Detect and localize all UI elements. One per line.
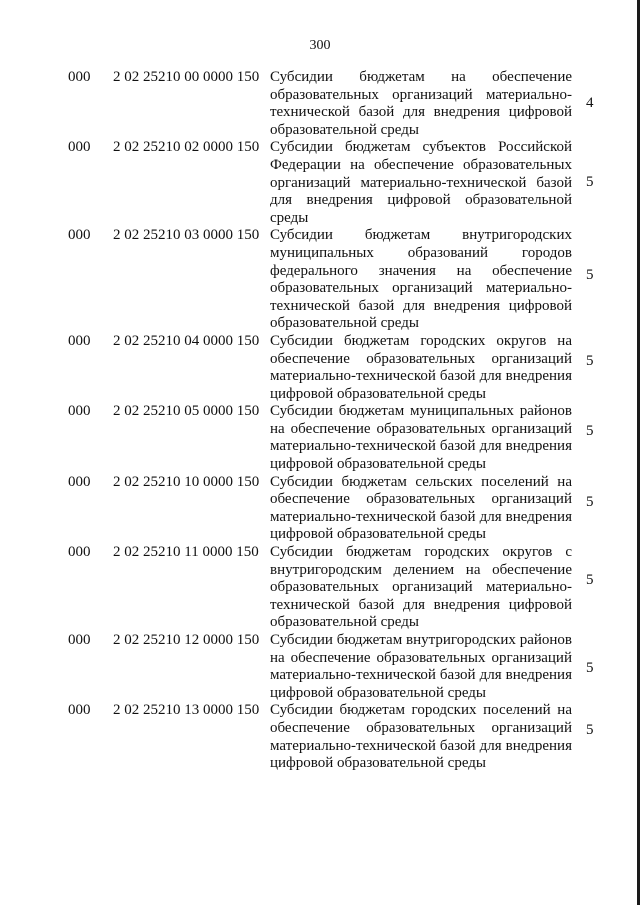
value: 5 [586, 352, 594, 369]
budget-code-table [0, 69, 640, 773]
value: 5 [586, 660, 594, 676]
value: 5 [586, 423, 594, 440]
value: 5 [586, 722, 594, 739]
value: 5 [586, 572, 594, 589]
classification-code: 2 02 25210 04 0000 150 [113, 332, 260, 349]
value: 5 [586, 493, 594, 510]
table-row [0, 702, 640, 772]
table-row [0, 69, 640, 139]
admin-code: 000 [68, 227, 91, 244]
table-row [0, 227, 640, 333]
description: Субсидии бюджетам внутригородских районов на обеспечение образовательных организаций материально-технической базой для внедрения цифровой образовательной среды [270, 632, 572, 701]
admin-code: 000 [68, 403, 91, 420]
table-row [0, 544, 640, 632]
table-row [0, 333, 640, 403]
admin-code: 000 [68, 473, 91, 490]
classification-code: 2 02 25210 13 0000 150 [113, 702, 260, 719]
classification-code: 2 02 25210 12 0000 150 [113, 632, 260, 648]
classification-code: 2 02 25210 03 0000 150 [113, 227, 260, 244]
description: Субсидии бюджетам городских округов с внутригородским делением на обеспечение образовательных организаций материально-технической базой для внедрения цифровой образовательной среды [270, 544, 572, 631]
table-row [0, 139, 640, 227]
classification-code: 2 02 25210 00 0000 150 [113, 69, 260, 85]
description: Субсидии бюджетам городских поселений на обеспечение образовательных организаций материально-технической базой для внедрения цифровой образовательной среды [270, 702, 572, 772]
classification-code: 2 02 25210 10 0000 150 [113, 473, 260, 490]
page-number: 300 [309, 38, 331, 53]
admin-code: 000 [68, 139, 91, 156]
description: Субсидии бюджетам муниципальных районов на обеспечение образовательных организаций материально-технической базой для внедрения цифровой образовательной среды [270, 403, 572, 473]
description: Субсидии бюджетам сельских поселений на обеспечение образовательных организаций материально-технической базой для внедрения цифровой образовательной среды [270, 473, 572, 543]
admin-code: 000 [68, 632, 91, 648]
description: Субсидии бюджетам внутригородских муниципальных образований городов федерального значения на обеспечение образовательных организаций материально-технической базой для внедрения цифровой образовательной среды [270, 227, 572, 332]
admin-code: 000 [68, 332, 91, 349]
description: Субсидии бюджетам субъектов Российской Федерации на обеспечение образовательных организаций материально-технической базой для внедрения цифровой образовательной среды [270, 139, 572, 226]
value: 4 [586, 95, 594, 111]
admin-code: 000 [68, 69, 91, 85]
table-row [0, 632, 640, 702]
classification-code: 2 02 25210 05 0000 150 [113, 403, 260, 420]
classification-code: 2 02 25210 02 0000 150 [113, 139, 260, 156]
value: 5 [586, 174, 594, 191]
admin-code: 000 [68, 702, 91, 719]
table-row [0, 474, 640, 544]
description: Субсидии бюджетам городских округов на обеспечение образовательных организаций материально-технической базой для внедрения цифровой образовательной среды [270, 332, 572, 402]
value: 5 [586, 267, 594, 284]
admin-code: 000 [68, 544, 91, 561]
classification-code: 2 02 25210 11 0000 150 [113, 544, 259, 561]
description: Субсидии бюджетам на обеспечение образовательных организаций материально-технической базой для внедрения цифровой образовательной среды [270, 69, 572, 138]
table-row [0, 403, 640, 473]
